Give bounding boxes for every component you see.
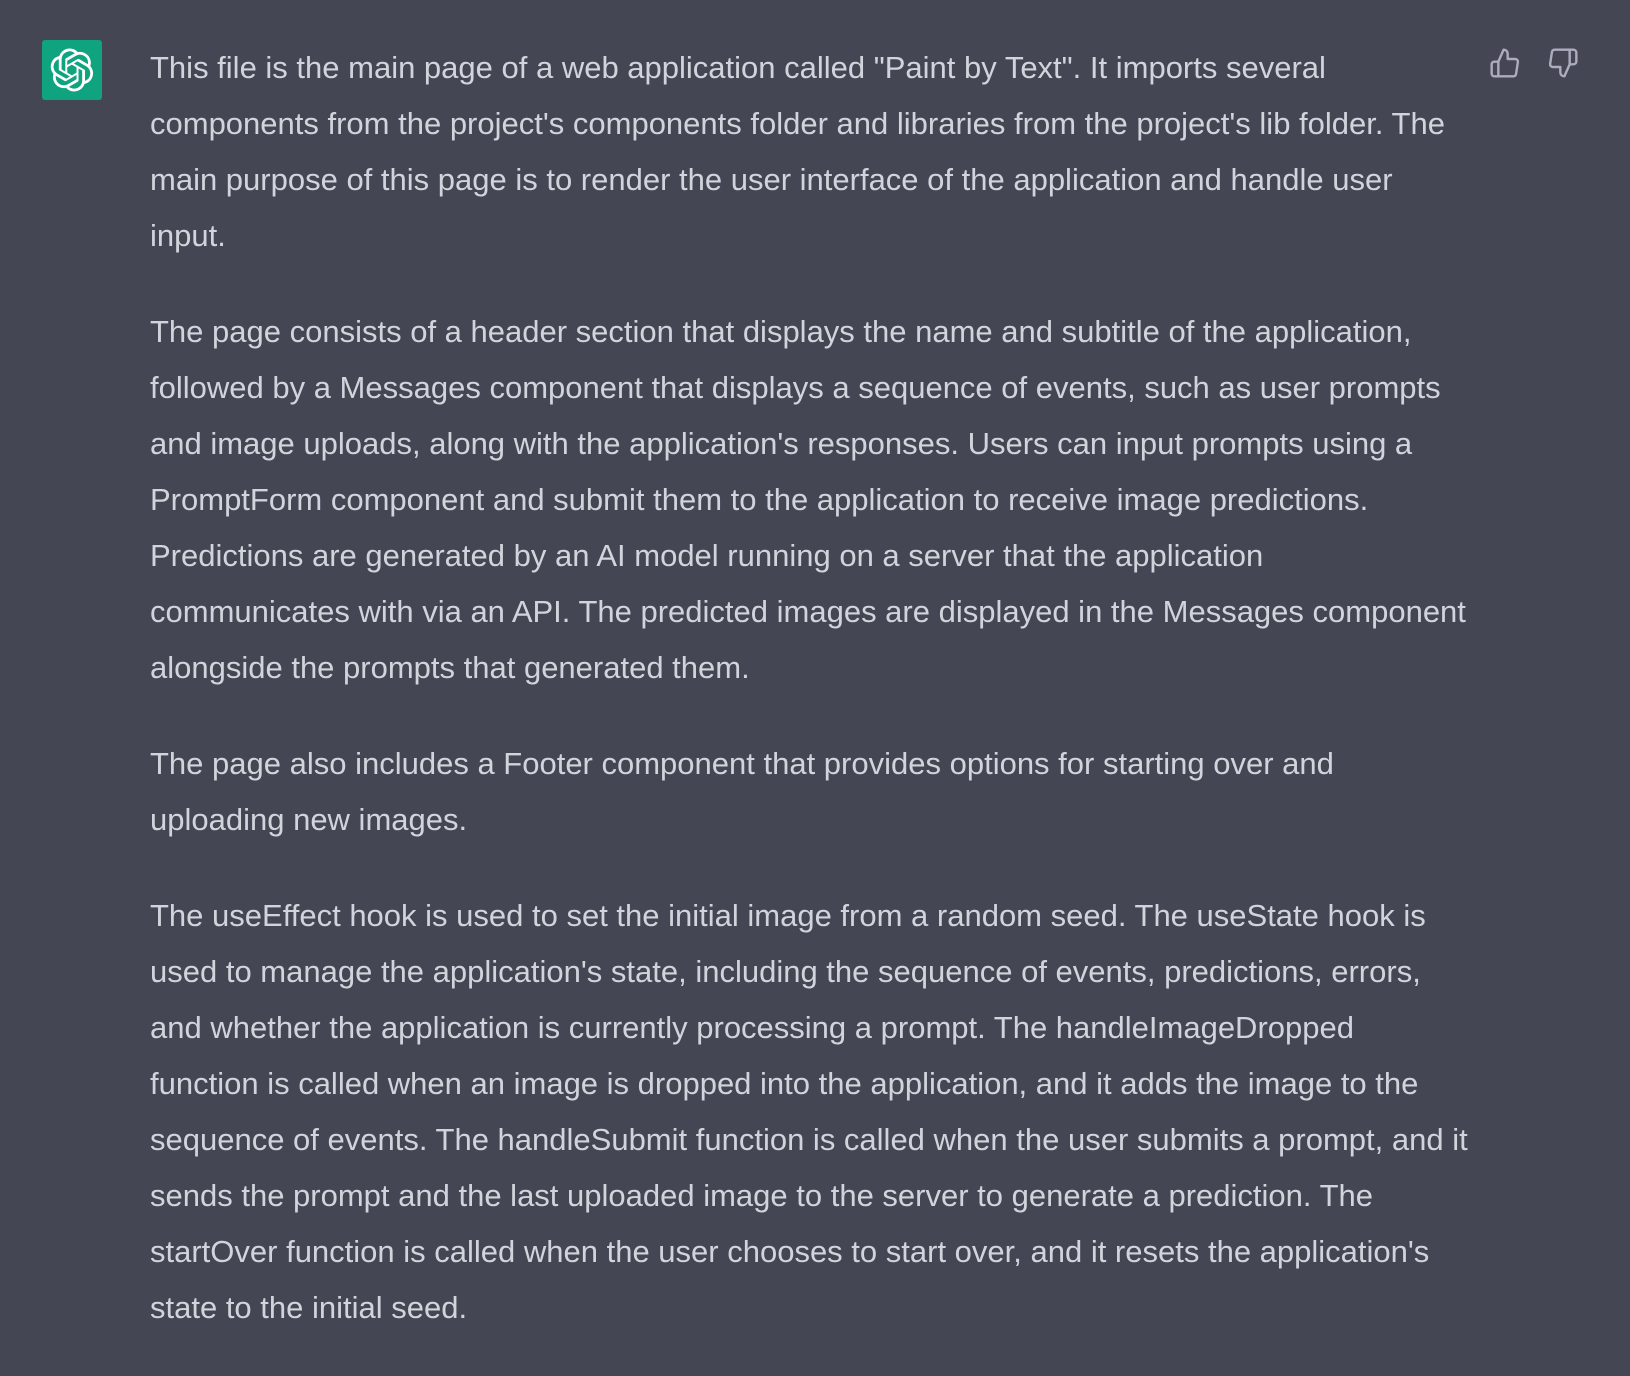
thumbs-down-button[interactable] (1546, 46, 1580, 80)
message-paragraph: The page consists of a header section that displays the name and subtitle of the application, followed by a Messages component that displays a sequence of events, such as user prompts and image uploads, along with the application's responses. Users can input prompts using a PromptForm component and submit them to the application to receive image predictions. Predictions are generated by an AI model running on a server that the application communicates with via an API. The predicted images are displayed in the Messages component alongside the prompts that generated them. (150, 314, 1466, 685)
message-paragraph: The page also includes a Footer component that provides options for starting over and uploading new images. (150, 746, 1334, 837)
feedback-buttons (1488, 46, 1580, 80)
message-content (150, 40, 1470, 1376)
thumbs-up-button[interactable] (1488, 46, 1522, 80)
message-paragraph: This file is the main page of a web application called "Paint by Text". It imports several components from the project's components folder and libraries from the project's lib folder. The main purpose of this page is to render the user interface of the application and handle user input. (150, 50, 1445, 253)
openai-logo-icon (42, 40, 102, 100)
thumbs-down-icon (1547, 47, 1579, 79)
thumbs-up-icon (1489, 47, 1521, 79)
message-paragraph: The useEffect hook is used to set the initial image from a random seed. The useState hook is used to manage the application's state, including the sequence of events, predictions, errors, and whether the application is currently processing a prompt. The handleImageDropped function is called when an image is dropped into the application, and it adds the image to the sequence of events. The handleSubmit function is called when the user submits a prompt, and it sends the prompt and the last uploaded image to the server to generate a prediction. The startOver function is called when the user chooses to start over, and it resets the application's state to the initial seed. (150, 898, 1468, 1325)
